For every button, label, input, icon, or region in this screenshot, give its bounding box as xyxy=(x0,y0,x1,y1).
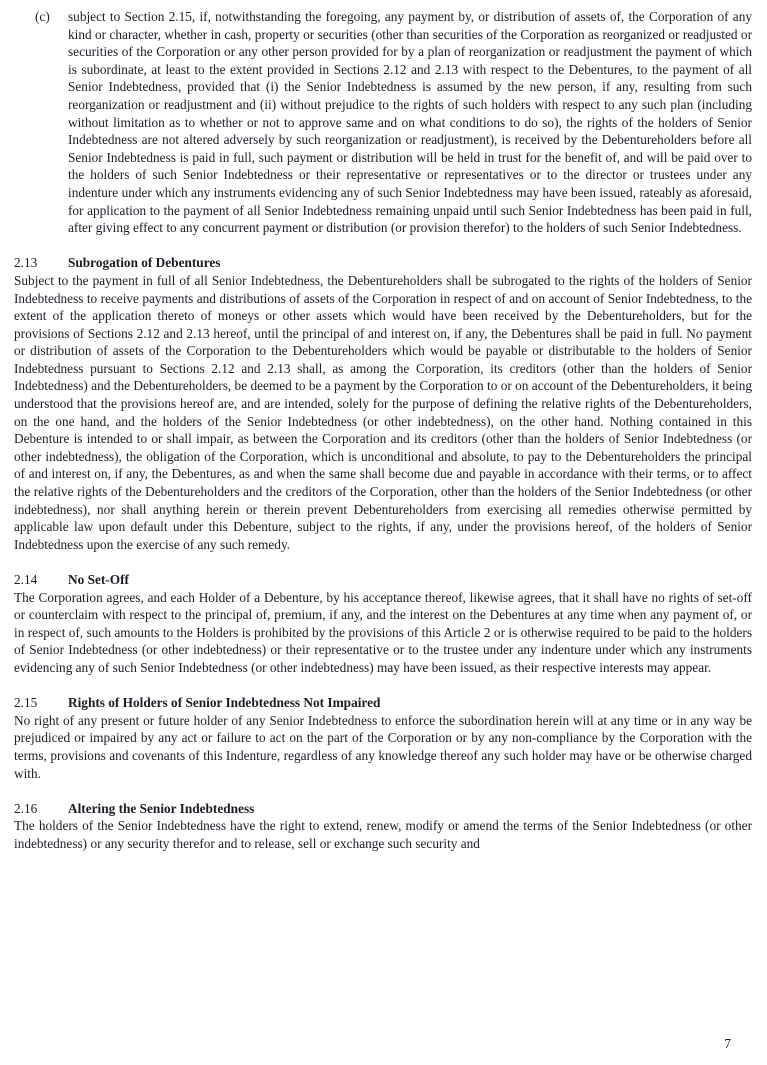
clause-c-text: subject to Section 2.15, if, notwithstanding the foregoing, any payment by, or distribution of assets of, the Corporation of any kind or character, whether in cash, property or securities (other than securities of the Corporation as reorganized or readjusted or securities of the Corporation or any other person provided for by a plan of reorganization or readjustment the payment of which is subordinate, at least to the extent provided in Sections 2.12 and 2.13 with respect to the Debentures, to the payment of all Senior Indebtedness, provided that (i) the Senior Indebtedness is assumed by the new person, if any, resulting from such reorganization or readjustment and (ii) without prejudice to the rights of such holders with respect to any such plan (including without limitation as to whether or not to approve same and on what conditions to do so), the rights of the holders of Senior Indebtedness are not altered adversely by such reorganization or readjustment), is received by the Debentureholders before all Senior Indebtedness is paid in full, such payment or distribution will be held in trust for the benefit of, and will be paid over to the holders of such Senior Indebtedness or their representative or representatives or to the director or trustees under any indenture under which any instruments evidencing any of such Senior Indebtedness may have been issued, rateably as aforesaid, for application to the payment of all Senior Indebtedness remaining unpaid until such Senior Indebtedness has been paid in full, after giving effect to any concurrent payment or distribution (or provision therefor) to the holders of such Senior Indebtedness. xyxy=(68,9,752,236)
section-2-16-heading xyxy=(14,800,752,818)
section-2-16-number: 2.16 xyxy=(14,800,38,816)
section-2-16-title: Altering the Senior Indebtedness xyxy=(68,800,255,816)
section-2-15-number: 2.15 xyxy=(14,695,38,711)
section-2-13-body: Subject to the payment in full of all Senior Indebtedness, the Debentureholders shall be subrogated to the rights of the holders of Senior Indebtedness to receive payments and distributions of assets of the Corporation in respect of and on account of Senior Indebtedness, to the extent of the application thereto of moneys or other assets which would have been received by the Debentureholders, but for the provisions of Sections 2.12 and 2.13 hereof, until the principal of and interest on, if any, the Debentures shall be paid in full. No payment or distribution of assets of the Corporation to the Debentureholders which would be payable or distributable to the holders of Senior Indebtedness pursuant to Sections 2.12 and 2.13 shall, as among the Corporation, its creditors (other than the holders of Senior Indebtedness) and the Debentureholders, be deemed to be a payment by the Corporation to or on account of the Debentureholders, it being understood that the provisions hereof are, and are intended, solely for the purpose of defining the relative rights of the Debentureholders, on the one hand, and the holders of the Senior Indebtedness (or other indebtedness), on the other hand. Nothing contained in this Debenture is intended to or shall impair, as between the Corporation and its creditors (other than the holders of Senior Indebtedness (or other indebtedness), the obligation of the Corporation, which is unconditional and absolute, to pay to the Debentureholders the principal of and interest on, if any, the Debentures, as and when the same shall become due and payable in accordance with their terms, or to affect the relative rights of the Debentureholders and the creditors of the Corporation, other than the holders of the Senior Indebtedness (or other indebtedness), nor shall anything herein or therein prevent Debentureholders from exercising all remedies otherwise permitted by applicable law upon default under this Debenture, subject to the rights, if any, under the provisions hereof, of the holders of Senior Indebtedness upon the exercise of any such remedy. xyxy=(14,272,752,552)
section-2-13-title: Subrogation of Debentures xyxy=(68,255,221,271)
section-2-15-heading xyxy=(14,694,752,712)
section-2-14-number: 2.14 xyxy=(14,572,38,587)
section-2-13-number: 2.13 xyxy=(14,255,38,271)
section-2-14-title: No Set-Off xyxy=(68,572,129,587)
section-2-14-body: The Corporation agrees, and each Holder of a Debenture, by his acceptance thereof, likewise agrees, that it shall have no rights of set-off or counterclaim with respect to the principal of, premium, if any, and the interest on the Debentures at any time when any payment of, or in respect of, such amounts to the Holders is prohibited by the provisions of this Article 2 or is otherwise required to be paid to the holders of Senior Indebtedness (or other indebtedness) or their representative or to the trustee under any indenture under which any instruments evidencing any of such Senior Indebtedness (or other indebtedness) may have been issued, as their respective interests may appear. xyxy=(14,589,752,675)
clause-c-label: (c) xyxy=(35,9,50,24)
section-2-13 xyxy=(14,254,752,553)
section-2-15-body: No right of any present or future holder of any Senior Indebtedness to enforce the subordination herein will at any time or in any way be prejudiced or impaired by any act or failure to act on the part of the Corporation or by any non-compliance by the Corporation with the terms, provisions and covenants of this Indenture, regardless of any knowledge thereof any such holder may have or be otherwise charged with. xyxy=(14,712,752,781)
page-number: 7 xyxy=(724,1036,731,1052)
section-2-16 xyxy=(14,800,752,853)
section-2-13-heading xyxy=(14,254,752,272)
section-2-14-heading xyxy=(14,571,752,589)
clause-c xyxy=(14,8,752,237)
section-2-15-title: Rights of Holders of Senior Indebtedness Not Impaired xyxy=(68,695,381,711)
section-2-14 xyxy=(14,571,752,677)
section-2-16-body: The holders of the Senior Indebtedness have the right to extend, renew, modify or amend the terms of the Senior Indebtedness (or other indebtedness) or any security therefor and to release, sell or exchange such security and xyxy=(14,818,752,851)
section-2-15 xyxy=(14,694,752,782)
